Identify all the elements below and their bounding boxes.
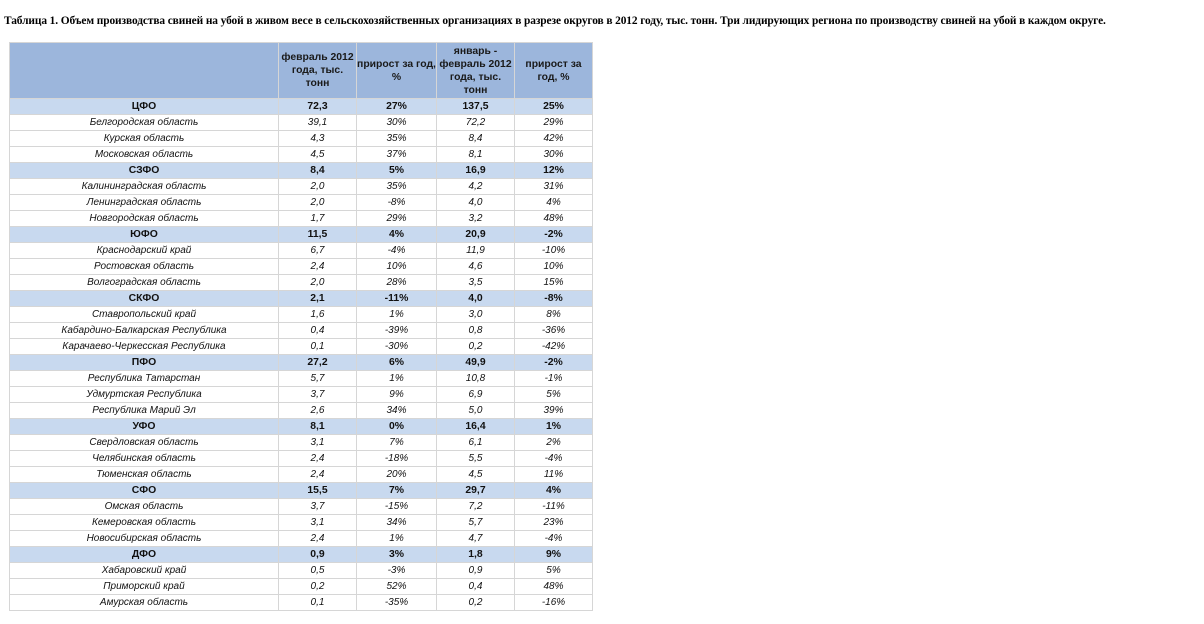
region-value: 1% bbox=[357, 371, 437, 387]
district-name: ЮФО bbox=[10, 227, 279, 243]
district-row bbox=[10, 99, 593, 115]
region-value: 3,0 bbox=[437, 307, 515, 323]
district-value: 72,3 bbox=[279, 99, 357, 115]
table-title: Таблица 1. Объем производства свиней на убой в живом весе в сельскохозяйственных организациях в разрезе округов в 2012 году, тыс. тонн. Три лидирующих региона по производству свиней на убой в каждом округе. bbox=[4, 15, 1106, 27]
region-name: Курская область bbox=[10, 131, 279, 147]
district-value: -11% bbox=[357, 291, 437, 307]
header-janfeb-growth: прирост за год, % bbox=[515, 43, 593, 99]
region-name: Республика Марий Эл bbox=[10, 403, 279, 419]
region-value: 5,7 bbox=[437, 515, 515, 531]
district-value: 29,7 bbox=[437, 483, 515, 499]
region-value: 28% bbox=[357, 275, 437, 291]
region-name: Московская область bbox=[10, 147, 279, 163]
region-name: Кемеровская область bbox=[10, 515, 279, 531]
region-row bbox=[10, 323, 593, 339]
region-row bbox=[10, 371, 593, 387]
region-value: -4% bbox=[515, 531, 593, 547]
district-row bbox=[10, 227, 593, 243]
district-value: 5% bbox=[357, 163, 437, 179]
district-name: СФО bbox=[10, 483, 279, 499]
district-value: 27% bbox=[357, 99, 437, 115]
region-value: 10% bbox=[357, 259, 437, 275]
district-value: 4% bbox=[357, 227, 437, 243]
region-value: 4,3 bbox=[279, 131, 357, 147]
region-row bbox=[10, 115, 593, 131]
region-value: 4% bbox=[515, 195, 593, 211]
header-corner bbox=[10, 43, 279, 99]
region-row bbox=[10, 595, 593, 611]
region-row bbox=[10, 147, 593, 163]
district-value: 1,8 bbox=[437, 547, 515, 563]
region-value: 0,1 bbox=[279, 339, 357, 355]
region-value: 4,5 bbox=[437, 467, 515, 483]
region-value: -36% bbox=[515, 323, 593, 339]
region-row bbox=[10, 451, 593, 467]
district-row bbox=[10, 163, 593, 179]
region-name: Ленинградская область bbox=[10, 195, 279, 211]
district-value: 8,4 bbox=[279, 163, 357, 179]
region-row bbox=[10, 387, 593, 403]
region-value: 6,9 bbox=[437, 387, 515, 403]
region-value: 1% bbox=[357, 531, 437, 547]
region-value: 3,1 bbox=[279, 435, 357, 451]
region-row bbox=[10, 179, 593, 195]
region-value: -10% bbox=[515, 243, 593, 259]
region-name: Хабаровский край bbox=[10, 563, 279, 579]
region-value: 6,7 bbox=[279, 243, 357, 259]
region-value: -39% bbox=[357, 323, 437, 339]
region-value: 4,2 bbox=[437, 179, 515, 195]
district-row bbox=[10, 483, 593, 499]
region-name: Калининградская область bbox=[10, 179, 279, 195]
region-value: 0,8 bbox=[437, 323, 515, 339]
district-value: 4,0 bbox=[437, 291, 515, 307]
region-value: 2,0 bbox=[279, 275, 357, 291]
region-value: 0,2 bbox=[437, 339, 515, 355]
region-row bbox=[10, 563, 593, 579]
region-row bbox=[10, 579, 593, 595]
region-row bbox=[10, 499, 593, 515]
region-value: 1% bbox=[357, 307, 437, 323]
district-value: 27,2 bbox=[279, 355, 357, 371]
district-value: -2% bbox=[515, 355, 593, 371]
region-value: 4,7 bbox=[437, 531, 515, 547]
district-value: 1% bbox=[515, 419, 593, 435]
region-value: 2,0 bbox=[279, 179, 357, 195]
region-value: 37% bbox=[357, 147, 437, 163]
region-value: 4,6 bbox=[437, 259, 515, 275]
region-value: 29% bbox=[357, 211, 437, 227]
region-value: 0,2 bbox=[437, 595, 515, 611]
region-value: 2% bbox=[515, 435, 593, 451]
region-value: 10,8 bbox=[437, 371, 515, 387]
district-value: 137,5 bbox=[437, 99, 515, 115]
district-value: -8% bbox=[515, 291, 593, 307]
region-value: -1% bbox=[515, 371, 593, 387]
region-value: 39% bbox=[515, 403, 593, 419]
region-value: 11% bbox=[515, 467, 593, 483]
region-value: 3,1 bbox=[279, 515, 357, 531]
region-value: -4% bbox=[357, 243, 437, 259]
district-row bbox=[10, 547, 593, 563]
region-value: 0,4 bbox=[437, 579, 515, 595]
region-name: Приморский край bbox=[10, 579, 279, 595]
region-value: 0,1 bbox=[279, 595, 357, 611]
district-value: 7% bbox=[357, 483, 437, 499]
region-value: 0,9 bbox=[437, 563, 515, 579]
district-value: 15,5 bbox=[279, 483, 357, 499]
region-value: 7,2 bbox=[437, 499, 515, 515]
region-value: -8% bbox=[357, 195, 437, 211]
region-value: 2,4 bbox=[279, 467, 357, 483]
region-name: Ростовская область bbox=[10, 259, 279, 275]
district-value: 12% bbox=[515, 163, 593, 179]
region-value: 2,4 bbox=[279, 451, 357, 467]
region-row bbox=[10, 307, 593, 323]
district-name: СКФО bbox=[10, 291, 279, 307]
district-value: -2% bbox=[515, 227, 593, 243]
district-name: УФО bbox=[10, 419, 279, 435]
region-value: 72,2 bbox=[437, 115, 515, 131]
region-name: Новгородская область bbox=[10, 211, 279, 227]
region-value: 29% bbox=[515, 115, 593, 131]
region-value: 48% bbox=[515, 211, 593, 227]
region-name: Кабардино-Балкарская Республика bbox=[10, 323, 279, 339]
header-janfeb-volume: январь - февраль 2012 года, тыс. тонн bbox=[437, 43, 515, 99]
table-body bbox=[10, 99, 593, 611]
region-row bbox=[10, 131, 593, 147]
region-value: 1,6 bbox=[279, 307, 357, 323]
region-value: 0,4 bbox=[279, 323, 357, 339]
district-name: ПФО bbox=[10, 355, 279, 371]
region-value: 2,4 bbox=[279, 259, 357, 275]
header-feb-volume: февраль 2012 года, тыс. тонн bbox=[279, 43, 357, 99]
region-value: 5,7 bbox=[279, 371, 357, 387]
region-name: Челябинская область bbox=[10, 451, 279, 467]
district-value: 0,9 bbox=[279, 547, 357, 563]
region-value: 52% bbox=[357, 579, 437, 595]
region-row bbox=[10, 515, 593, 531]
region-value: 3,5 bbox=[437, 275, 515, 291]
region-row bbox=[10, 275, 593, 291]
district-value: 9% bbox=[515, 547, 593, 563]
region-value: 42% bbox=[515, 131, 593, 147]
region-value: 31% bbox=[515, 179, 593, 195]
region-row bbox=[10, 403, 593, 419]
district-value: 25% bbox=[515, 99, 593, 115]
district-value: 3% bbox=[357, 547, 437, 563]
region-name: Белгородская область bbox=[10, 115, 279, 131]
region-value: 0,2 bbox=[279, 579, 357, 595]
region-value: -30% bbox=[357, 339, 437, 355]
region-value: 35% bbox=[357, 131, 437, 147]
region-name: Новосибирская область bbox=[10, 531, 279, 547]
region-name: Республика Татарстан bbox=[10, 371, 279, 387]
region-row bbox=[10, 339, 593, 355]
region-value: 3,7 bbox=[279, 387, 357, 403]
region-name: Свердловская область bbox=[10, 435, 279, 451]
region-value: -42% bbox=[515, 339, 593, 355]
region-row bbox=[10, 259, 593, 275]
region-value: -3% bbox=[357, 563, 437, 579]
region-row bbox=[10, 435, 593, 451]
production-table bbox=[9, 42, 593, 611]
region-value: 10% bbox=[515, 259, 593, 275]
region-value: 5% bbox=[515, 387, 593, 403]
district-value: 16,9 bbox=[437, 163, 515, 179]
region-row bbox=[10, 211, 593, 227]
region-value: 5% bbox=[515, 563, 593, 579]
region-value: -11% bbox=[515, 499, 593, 515]
region-value: 8,1 bbox=[437, 147, 515, 163]
district-name: СЗФО bbox=[10, 163, 279, 179]
region-value: 7% bbox=[357, 435, 437, 451]
table-header-row bbox=[10, 43, 593, 99]
region-name: Омская область bbox=[10, 499, 279, 515]
region-row bbox=[10, 195, 593, 211]
region-row bbox=[10, 243, 593, 259]
district-value: 2,1 bbox=[279, 291, 357, 307]
region-name: Тюменская область bbox=[10, 467, 279, 483]
region-value: 4,5 bbox=[279, 147, 357, 163]
region-value: 2,4 bbox=[279, 531, 357, 547]
region-value: 5,5 bbox=[437, 451, 515, 467]
district-name: ЦФО bbox=[10, 99, 279, 115]
district-row bbox=[10, 355, 593, 371]
region-value: 8,4 bbox=[437, 131, 515, 147]
region-value: 39,1 bbox=[279, 115, 357, 131]
region-value: 6,1 bbox=[437, 435, 515, 451]
region-value: 1,7 bbox=[279, 211, 357, 227]
region-value: 23% bbox=[515, 515, 593, 531]
region-value: 11,9 bbox=[437, 243, 515, 259]
region-name: Амурская область bbox=[10, 595, 279, 611]
district-value: 4% bbox=[515, 483, 593, 499]
region-row bbox=[10, 531, 593, 547]
region-value: 15% bbox=[515, 275, 593, 291]
district-value: 11,5 bbox=[279, 227, 357, 243]
region-value: 48% bbox=[515, 579, 593, 595]
region-row bbox=[10, 467, 593, 483]
district-value: 49,9 bbox=[437, 355, 515, 371]
region-name: Волгоградская область bbox=[10, 275, 279, 291]
region-value: 35% bbox=[357, 179, 437, 195]
region-value: 34% bbox=[357, 403, 437, 419]
region-name: Ставропольский край bbox=[10, 307, 279, 323]
region-value: -18% bbox=[357, 451, 437, 467]
district-value: 20,9 bbox=[437, 227, 515, 243]
district-value: 16,4 bbox=[437, 419, 515, 435]
district-row bbox=[10, 419, 593, 435]
region-value: 34% bbox=[357, 515, 437, 531]
region-value: -4% bbox=[515, 451, 593, 467]
region-value: -16% bbox=[515, 595, 593, 611]
region-value: 9% bbox=[357, 387, 437, 403]
region-value: 0,5 bbox=[279, 563, 357, 579]
region-value: -15% bbox=[357, 499, 437, 515]
header-feb-growth: прирост за год, % bbox=[357, 43, 437, 99]
region-name: Краснодарский край bbox=[10, 243, 279, 259]
region-value: 8% bbox=[515, 307, 593, 323]
region-value: 2,0 bbox=[279, 195, 357, 211]
region-value: 30% bbox=[515, 147, 593, 163]
region-value: 20% bbox=[357, 467, 437, 483]
region-name: Удмуртская Республика bbox=[10, 387, 279, 403]
region-value: 3,2 bbox=[437, 211, 515, 227]
region-value: 3,7 bbox=[279, 499, 357, 515]
region-value: 30% bbox=[357, 115, 437, 131]
region-value: 2,6 bbox=[279, 403, 357, 419]
district-name: ДФО bbox=[10, 547, 279, 563]
region-value: 4,0 bbox=[437, 195, 515, 211]
district-value: 6% bbox=[357, 355, 437, 371]
district-value: 8,1 bbox=[279, 419, 357, 435]
district-row bbox=[10, 291, 593, 307]
region-name: Карачаево-Черкесская Республика bbox=[10, 339, 279, 355]
region-value: -35% bbox=[357, 595, 437, 611]
district-value: 0% bbox=[357, 419, 437, 435]
region-value: 5,0 bbox=[437, 403, 515, 419]
